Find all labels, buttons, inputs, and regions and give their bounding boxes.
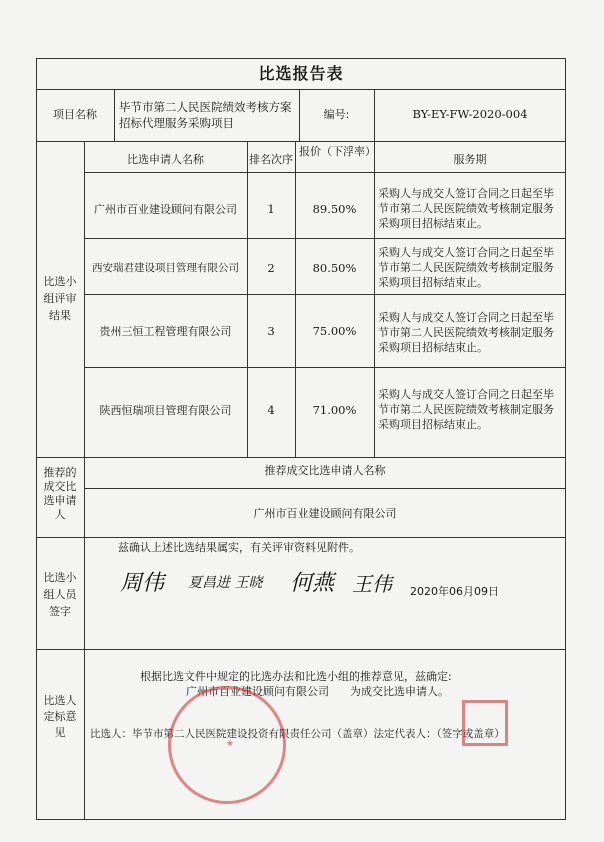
row-1-rank: 1 [267,202,275,216]
decision-line-2-company: 广州市百业建设顾问有限公司 [186,685,329,698]
row-2-applicant: 西安瑞君建设项目管理有限公司 [92,262,239,274]
signature-side-label: 比选小组人员签字 [43,571,77,618]
official-stamp [168,686,286,804]
signature-date: 2020年06月09日 [410,585,499,598]
project-number-value: BY-EY-FW-2020-004 [412,107,528,121]
row-4-rank: 4 [267,403,275,417]
project-name-label: 项目名称 [53,108,97,121]
row-2-price: 80.50% [312,261,357,275]
header-price: 报价（下浮率） [299,145,376,158]
divider [36,457,566,458]
recommend-header: 推荐成交比选申请人名称 [264,464,386,477]
divider [84,172,566,173]
recommend-value: 广州市百业建设顾问有限公司 [253,507,397,520]
row-4-price: 71.00% [312,403,357,417]
divider [36,649,566,650]
divider [36,141,566,142]
signature-handwritten-3: 何燕 [290,571,335,596]
row-1-period: 采购人与成交人签订合同之日起至毕节市第二人民医院绩效考核制定服务采购项目招标结束止。 [378,187,554,230]
row-1-price: 89.50% [312,202,357,216]
decision-footer: 比选人：毕节市第二人民医院建设投资有限责任公司（盖章）法定代表人：（签字或盖章） [90,728,505,740]
project-name-value: 毕节市第二人民医院绩效考核方案招标代理服务采购项目 [119,100,292,130]
divider [84,649,85,820]
recommend-side-label: 推荐的成交比选申请人 [43,466,77,521]
row-2-period: 采购人与成交人签订合同之日起至毕节市第二人民医院绩效考核制定服务采购项目招标结束止。 [378,246,554,289]
divider [84,537,85,649]
header-applicant: 比选申请人名称 [127,153,204,166]
divider [36,537,566,538]
signature-handwritten-4: 王伟 [352,572,392,596]
signature-handwritten-2: 夏昌进 王晓 [188,575,263,591]
decision-line-2-suffix: 为成交比选申请人。 [350,685,449,698]
row-3-price: 75.00% [312,324,357,338]
row-1-applicant: 广州市百业建设顾问有限公司 [94,203,237,216]
row-4-period: 采购人与成交人签订合同之日起至毕节市第二人民医院绩效考核制定服务采购项目招标结束止。 [378,388,554,431]
row-4-applicant: 陕西恒瑞项目管理有限公司 [99,404,232,417]
divider [36,89,566,90]
divider [84,238,566,239]
divider [84,294,566,295]
header-rank: 排名次序 [249,153,293,166]
row-2-rank: 2 [267,261,275,275]
divider [114,89,115,141]
stamp-text: ★ [225,739,235,749]
project-number-label: 编号: [323,108,350,121]
signature-statement: 兹确认上述比选结果属实，有关评审资料见附件。 [118,541,360,554]
decision-line-1: 根据比选文件中规定的比选办法和比选小组的推荐意见，兹确定: [140,670,452,683]
decision-side-label: 比选人定标意见 [43,694,77,739]
signature-handwritten-1: 周伟 [120,571,165,596]
review-side-label: 比选小组评审结果 [43,275,77,322]
row-3-rank: 3 [267,324,275,338]
divider [84,488,566,489]
representative-seal [462,700,508,746]
divider [374,141,375,457]
header-period: 服务期 [453,153,487,166]
row-3-applicant: 贵州三恒工程管理有限公司 [99,325,232,338]
row-3-period: 采购人与成交人签订合同之日起至毕节市第二人民医院绩效考核制定服务采购项目招标结束止。 [378,311,554,354]
report-title: 比选报告表 [258,64,344,83]
divider [84,367,566,368]
